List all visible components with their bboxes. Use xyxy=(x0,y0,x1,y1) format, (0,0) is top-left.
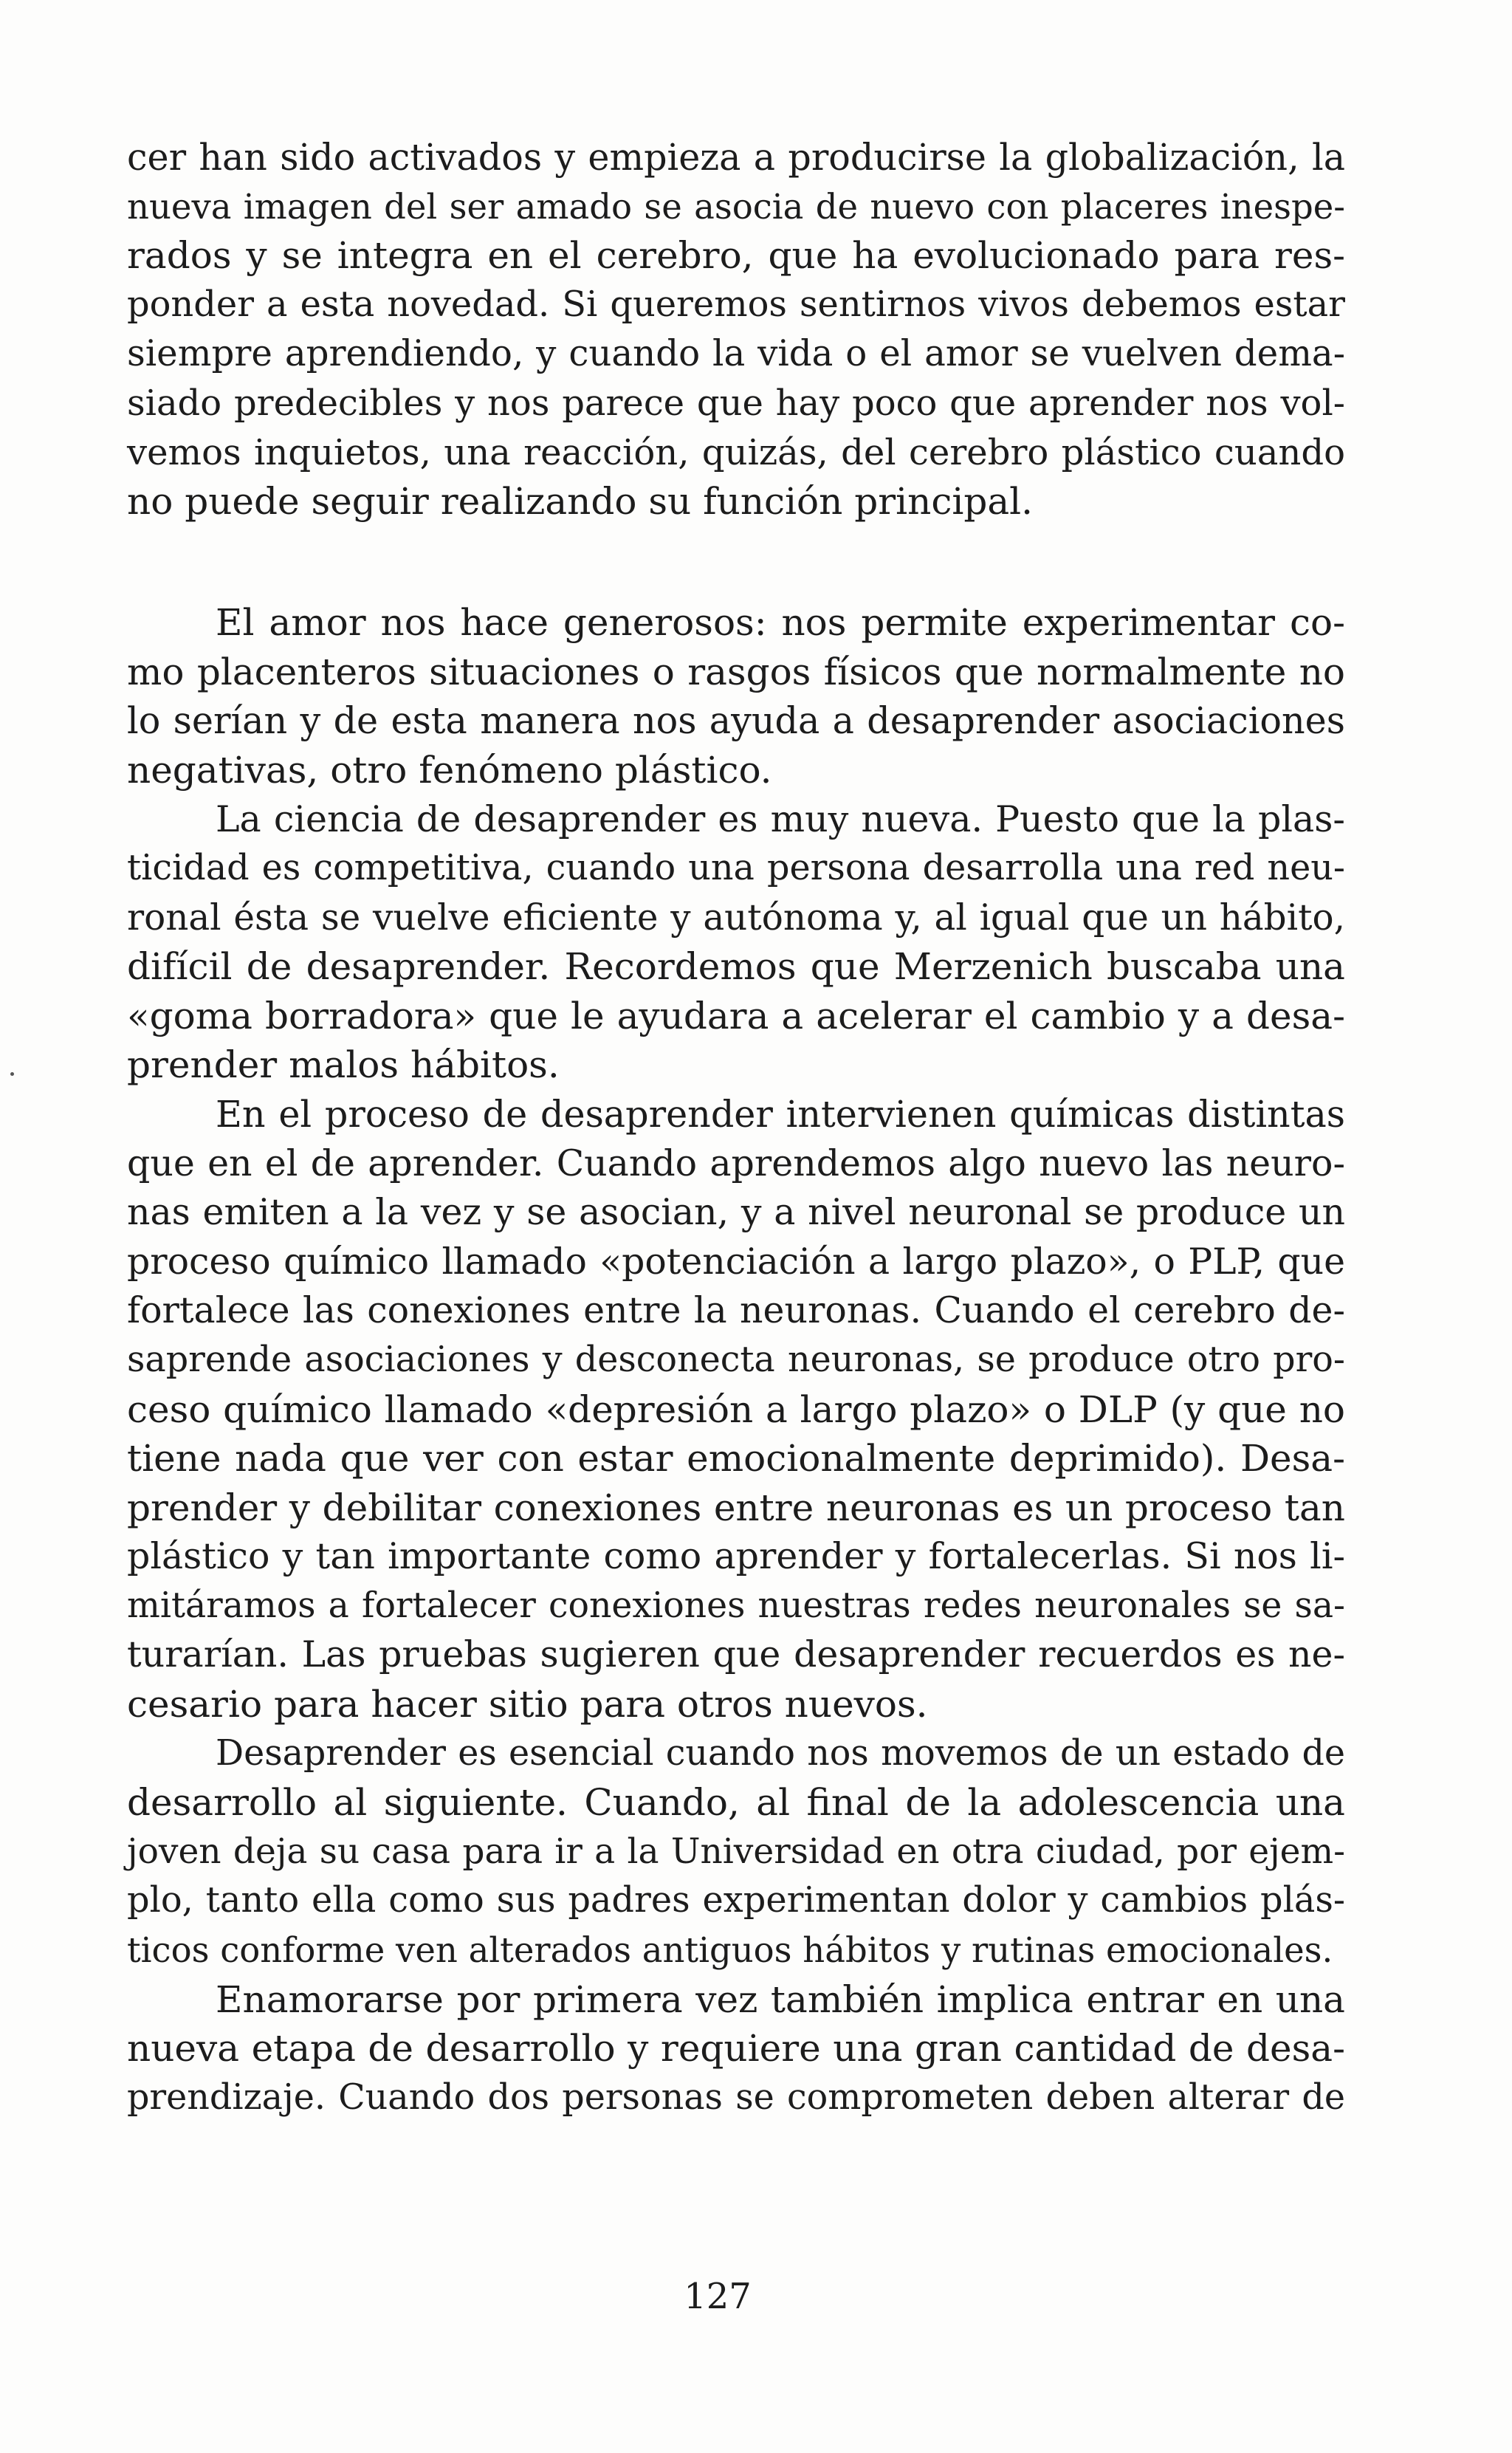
text-line: ceso químico llamado «depresión a largo plazo» o DLP (y que no xyxy=(127,1387,1345,1431)
text-line: nueva imagen del ser amado se asocia de nuevo con placeres inespe- xyxy=(127,186,1345,227)
text-line: saprende asociaciones y desconecta neuronas, se produce otro pro- xyxy=(127,1339,1345,1380)
text-line: ticos conforme ven alterados antiguos hábitos y rutinas emocionales. xyxy=(127,1930,1333,1971)
text-block-main xyxy=(127,598,1345,2122)
text-line: lo serían y de esta manera nos ayuda a desaprender asociaciones xyxy=(127,699,1345,743)
text-line: difícil de desaprender. Recordemos que Merzenich buscaba una xyxy=(127,945,1345,989)
text-line: Desaprender es esencial cuando nos movemos de un estado de xyxy=(216,1732,1345,1774)
page-number: 127 xyxy=(684,2276,752,2317)
paragraph-6 xyxy=(127,1975,1345,2123)
text-line: nueva etapa de desarrollo y requiere una gran cantidad de desa- xyxy=(127,2027,1345,2071)
text-line: que en el de aprender. Cuando aprendemos algo nuevo las neuro- xyxy=(127,1142,1345,1184)
paragraph-4 xyxy=(127,1090,1345,1729)
margin-dot xyxy=(10,1072,14,1076)
text-line: rados y se integra en el cerebro, que ha evolucionado para res- xyxy=(127,234,1345,278)
paragraph-2 xyxy=(127,598,1345,795)
text-line: El amor nos hace generosos: nos permite experimentar co- xyxy=(216,601,1345,644)
text-line: La ciencia de desaprender es muy nueva. Puesto que la plas- xyxy=(216,797,1345,841)
text-line: prender y debilitar conexiones entre neuronas es un proceso tan xyxy=(127,1486,1345,1529)
text-line: «goma borradora» que le ayudara a acelerar el cambio y a desa- xyxy=(127,994,1345,1037)
text-line: siado predecibles y nos parece que hay poco que aprender nos vol- xyxy=(127,382,1345,424)
text-line: cer han sido activados y empieza a producirse la globalización, la xyxy=(127,136,1345,179)
text-line: En el proceso de desaprender intervienen químicas distintas xyxy=(216,1092,1345,1136)
text-line: prender malos hábitos. xyxy=(127,1043,560,1087)
text-line: cesario para hacer sitio para otros nuevos. xyxy=(127,1683,928,1726)
text-line: ticidad es competitiva, cuando una persona desarrolla una red neu- xyxy=(127,847,1345,888)
text-line: no puede seguir realizando su función principal. xyxy=(127,480,1034,524)
text-block-top xyxy=(127,133,1345,526)
text-line: Enamorarse por primera vez también implica entrar en una xyxy=(216,1977,1345,2021)
text-line: plástico y tan importante como aprender y fortalecerlas. Si nos li- xyxy=(127,1535,1345,1578)
text-line: negativas, otro fenómeno plástico. xyxy=(127,748,772,792)
text-line: proceso químico llamado «potenciación a largo plazo», o PLP, que xyxy=(127,1240,1345,1283)
text-line: desarrollo al siguiente. Cuando, al final de la adolescencia una xyxy=(127,1781,1345,1825)
text-line: nas emiten a la vez y se asocian, y a nivel neuronal se produce un xyxy=(127,1191,1345,1234)
paragraph-1 xyxy=(127,133,1345,526)
text-line: ponder a esta novedad. Si queremos sentirnos vivos debemos estar xyxy=(127,284,1345,325)
text-line: siempre aprendiendo, y cuando la vida o el amor se vuelven dema- xyxy=(127,333,1345,375)
text-line: plo, tanto ella como sus padres experimentan dolor y cambios plás- xyxy=(127,1880,1345,1921)
text-line: joven deja su casa para ir a la Universidad en otra ciudad, por ejem- xyxy=(127,1831,1345,1872)
text-line: tiene nada que ver con estar emocionalmente deprimido). Desa- xyxy=(127,1437,1345,1481)
text-line: mo placenteros situaciones o rasgos físicos que normalmente no xyxy=(127,650,1345,693)
paragraph-3 xyxy=(127,795,1345,1090)
text-line: fortalece las conexiones entre la neuronas. Cuando el cerebro de- xyxy=(127,1289,1345,1332)
text-line: mitáramos a fortalecer conexiones nuestras redes neuronales se sa- xyxy=(127,1585,1345,1626)
text-line: prendizaje. Cuando dos personas se comprometen deben alterar de xyxy=(127,2076,1345,2118)
text-line: turarían. Las pruebas sugieren que desaprender recuerdos es ne- xyxy=(127,1633,1345,1676)
text-line: vemos inquietos, una reacción, quizás, del cerebro plástico cuando xyxy=(127,431,1345,473)
paragraph-5 xyxy=(127,1729,1345,1975)
text-line: ronal ésta se vuelve eficiente y autónoma y, al igual que un hábito, xyxy=(127,896,1345,939)
